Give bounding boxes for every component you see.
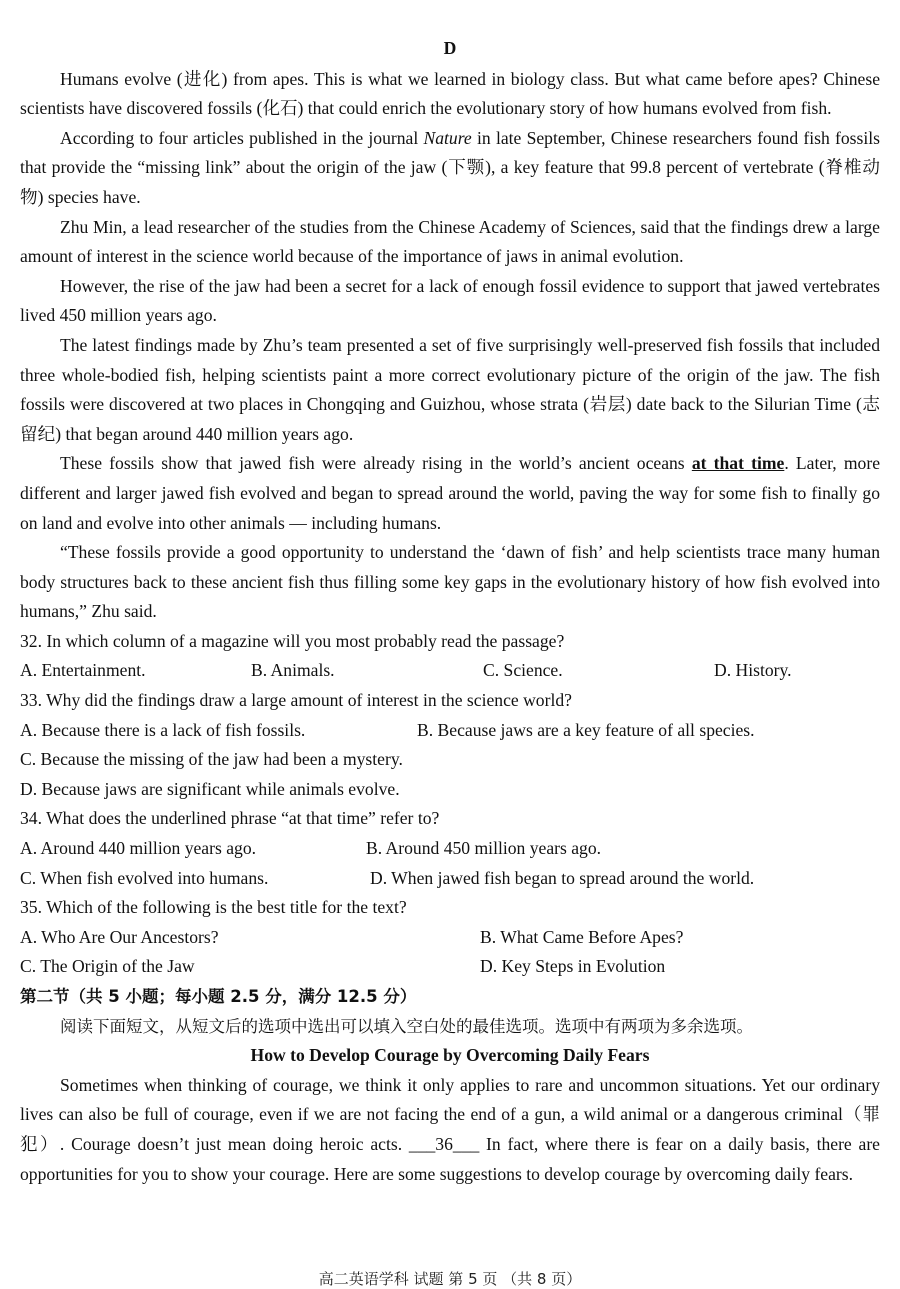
option-d: D. Because jaws are significant while animals evolve. [20,778,400,799]
option-b: B. Because jaws are a key feature of all species. [417,719,755,740]
passage-paragraph: Humans evolve (进化) from apes. This is what we learned in biology class. But what came before apes? Chinese scientists have discovered fossils (化石) that could enrich the evolutionary story of how humans evolved from fish. [20,68,880,119]
option-a: A. Entertainment. [20,660,146,681]
question-32-stem: 32. In which column of a magazine will you most probably read the passage? [20,630,565,651]
question-35-stem: 35. Which of the following is the best title for the text? [20,897,407,918]
passage-paragraph: However, the rise of the jaw had been a secret for a lack of enough fossil evidence to support that jawed vertebrates lived 450 million years ago. [20,275,880,326]
blank-36: ___36___ [408,1133,480,1154]
option-b: B. Around 450 million years ago. [366,838,602,859]
question-34-options [20,864,880,894]
journal-name: Nature [423,127,472,148]
question-35-options [20,952,880,982]
option-c: C. The Origin of the Jaw [20,956,195,977]
option-a: A. Around 440 million years ago. [20,838,257,859]
option-a: A. Who Are Our Ancestors? [20,926,219,947]
option-c: C. Because the missing of the jaw had been a mystery. [20,749,403,770]
page-footer: 高二英语学科 试题 第 5 页 （共 8 页） [318,1270,582,1288]
question-33-options [20,716,880,746]
option-c: C. When fish evolved into humans. [20,867,269,888]
question-35-options [20,923,880,953]
passage-paragraph: Zhu Min, a lead researcher of the studies from the Chinese Academy of Sciences, said that the findings drew a large amount of interest in the science world because of the importance of jaws in animal evolution. [20,216,880,267]
passage-paragraph: Sometimes when thinking of courage, we think it only applies to rare and uncommon situations. Yet our ordinary lives can also be full of courage, even if we are not facing the end of a gun, a wild animal or a dangerous criminal（罪犯）. Courage doesn’t just mean doing heroic acts. ___36___ In fact, where there is fear on a daily basis, there are opportunities for you to show your courage. Here are some suggestions to develop courage by overcoming daily fears. [20,1074,880,1184]
option-b: B. Animals. [251,660,335,681]
question-34-options [20,834,880,864]
question-34-stem: 34. What does the underlined phrase “at that time” refer to? [20,808,440,829]
question-32-options [20,656,880,686]
passage-paragraph: The latest findings made by Zhu’s team presented a set of five surprisingly well-preserved fish fossils that included three whole-bodied fish, helping scientists paint a more correct evolutionary picture of the origin of the jaw. The fish fossils were discovered at two places in Chongqing and Guizhou, whose strata (岩层) date back to the Silurian Time (志留纪) that began around 440 million years ago. [20,334,880,444]
section-letter: D [443,38,457,58]
option-d: D. History. [714,660,792,681]
passage-paragraph: “These fossils provide a good opportunity to understand the ‘dawn of fish’ and help scientists trace many human body structures back to these ancient fish thus filling some key gaps in the evolutionary history of how fish evolved into humans,” Zhu said. [20,542,880,622]
underlined-phrase: at that time [691,453,785,474]
question-33-stem: 33. Why did the findings draw a large amount of interest in the science world? [20,690,572,711]
option-a: A. Because there is a lack of fish fossils. [20,719,306,740]
option-b: B. What Came Before Apes? [480,926,684,947]
option-d: D. When jawed fish began to spread around the world. [370,867,755,888]
section-2-heading: 第二节（共 5 小题；每小题 2.5 分，满分 12.5 分） [20,987,417,1006]
passage-paragraph: These fossils show that jawed fish were already rising in the world’s ancient oceans at that time. Later, more different and larger jawed fish evolved and began to spread around the world, paving the way for some fish to finally go on land and evolve into other animals — including humans. [20,453,881,533]
option-d: D. Key Steps in Evolution [480,956,666,977]
section-2-instruction: 阅读下面短文，从短文后的选项中选出可以填入空白处的最佳选项。选项中有两项为多余选项。 [60,1016,753,1036]
passage-paragraph: According to four articles published in the journal Nature in late September, Chinese researchers found fish fossils that provide the “missing link” about the origin of the jaw (下颚), a key feature that 99.8 percent of vertebrate (脊椎动物) species have. [20,127,880,207]
option-c: C. Science. [483,660,563,681]
passage-title: How to Develop Courage by Overcoming Daily Fears [250,1045,650,1066]
